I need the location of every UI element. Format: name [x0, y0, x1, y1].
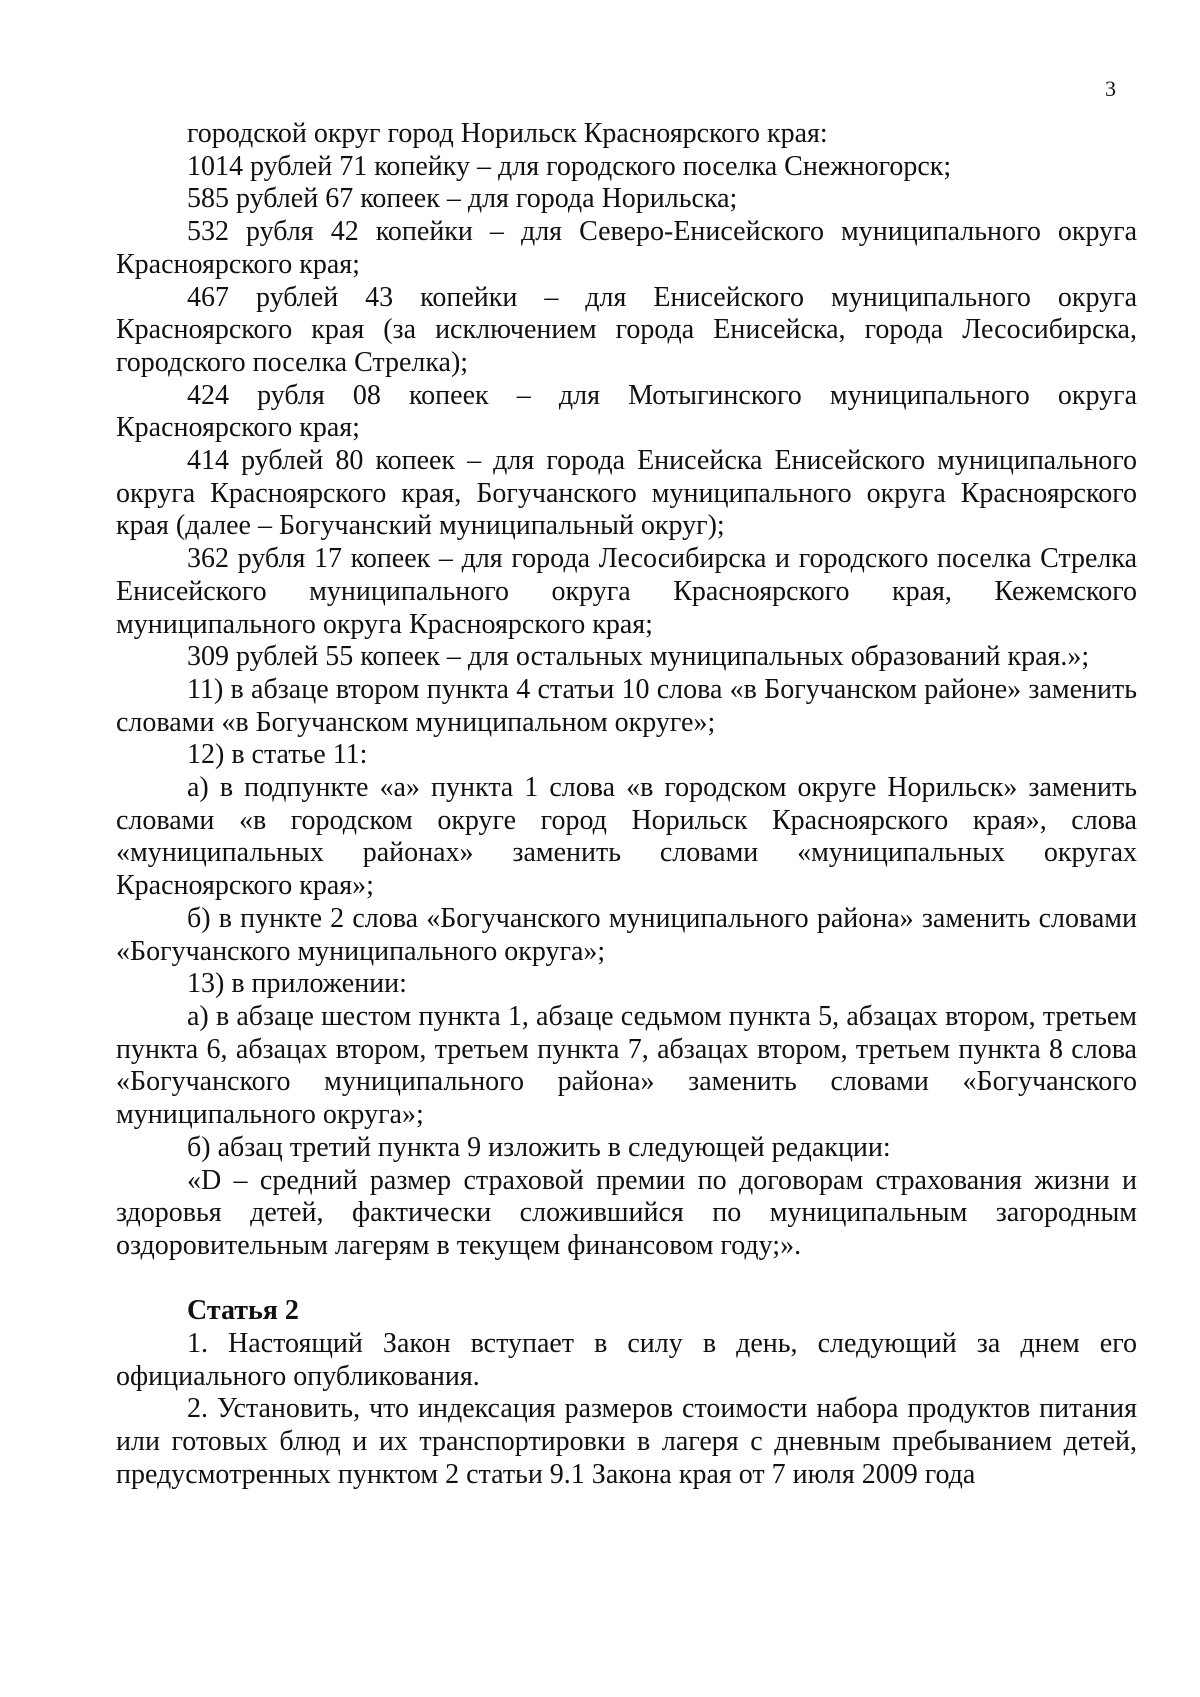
paragraph-other-municipalities: 309 рублей 55 копеек – для остальных муниципальных образований края.»; [187, 641, 1090, 673]
paragraph-item-12: 12) в статье 11: [187, 739, 368, 771]
paragraph-item-13-b: б) абзац третий пункта 9 изложить в следующей редакции: [187, 1131, 891, 1163]
paragraph-item-12-a: а) в подпункте «а» пункта 1 слова «в городском округе Норильск» заменить словами «в городском округе город Норильск Красноярского края», слова «муниципальных районах» заменить словами «муниципальных округах Красноярского края»; [116, 772, 1137, 902]
article-2-paragraph-1: 1. Настоящий Закон вступает в силу в день, следующий за днем его официального опубликования. [116, 1328, 1137, 1392]
paragraph-formula-d: «D – средний размер страховой премии по договорам страхования жизни и здоровья детей, фактически сложившийся по муниципальным загородным оздоровительным лагерям в текущем финансовом году;». [116, 1164, 1137, 1261]
paragraph-eniseisky: 467 рублей 43 копейки – для Енисейского муниципального округа Красноярского края (за исключением города Енисейска, города Лесосибирска, городского поселка Стрелка); [116, 281, 1137, 378]
paragraph-item-13-a: а) в абзаце шестом пункта 1, абзаце седьмом пункта 5, абзацах втором, третьем пункта 6, абзацах втором, третьем пункта 7, абзацах втором, третьем пункта 8 слова «Богучанского муниципального района» заменить словами «Богучанского муниципального округа»; [116, 1000, 1137, 1131]
page-number: 3 [1105, 76, 1116, 101]
article-2-paragraph-2: 2. Установить, что индексация размеров стоимости набора продуктов питания или готовых блюд и их транспортировки в лагеря с дневным пребыванием детей, предусмотренных пунктом 2 статьи 9.1 Закона края от 7 июля 2009 года [116, 1393, 1137, 1490]
paragraph-item-11: 11) в абзаце втором пункта 4 статьи 10 слова «в Богучанском районе» заменить словами «в Богучанском муниципальном округе»; [116, 673, 1137, 738]
paragraph-eniseisk-boguchany: 414 рублей 80 копеек – для города Енисейска Енисейского муниципального округа Красноярского края, Богучанского муниципального округа Красноярского края (далее – Богучанский муниципальный округ); [116, 445, 1137, 542]
paragraph-snezhnogorsk: 1014 рублей 71 копейку – для городского поселка Снежногорск; [187, 150, 952, 182]
paragraph-okrug-norilsk: городской округ город Норильск Красноярского края: [187, 118, 828, 149]
paragraph-item-13: 13) в приложении: [187, 968, 407, 1000]
paragraph-lesosibirsk: 362 рубля 17 копеек – для города Лесосибирска и городского поселка Стрелка Енисейского муниципального округа Красноярского края, Кежемского муниципального округа Красноярского края; [116, 543, 1137, 640]
paragraph-item-12-b: б) в пункте 2 слова «Богучанского муниципального района» заменить словами «Богучанского муниципального округа»; [116, 902, 1137, 967]
paragraph-motyginsky: 424 рубля 08 копеек – для Мотыгинского муниципального округа Красноярского края; [116, 379, 1137, 444]
document-body [116, 118, 1137, 1492]
paragraph-severo-eniseisky: 532 рубля 42 копейки – для Северо-Енисейского муниципального округа Красноярского края; [116, 216, 1137, 280]
article-2-heading: Статья 2 [187, 1295, 299, 1327]
paragraph-norilsk: 585 рублей 67 копеек – для города Норильска; [187, 183, 738, 215]
